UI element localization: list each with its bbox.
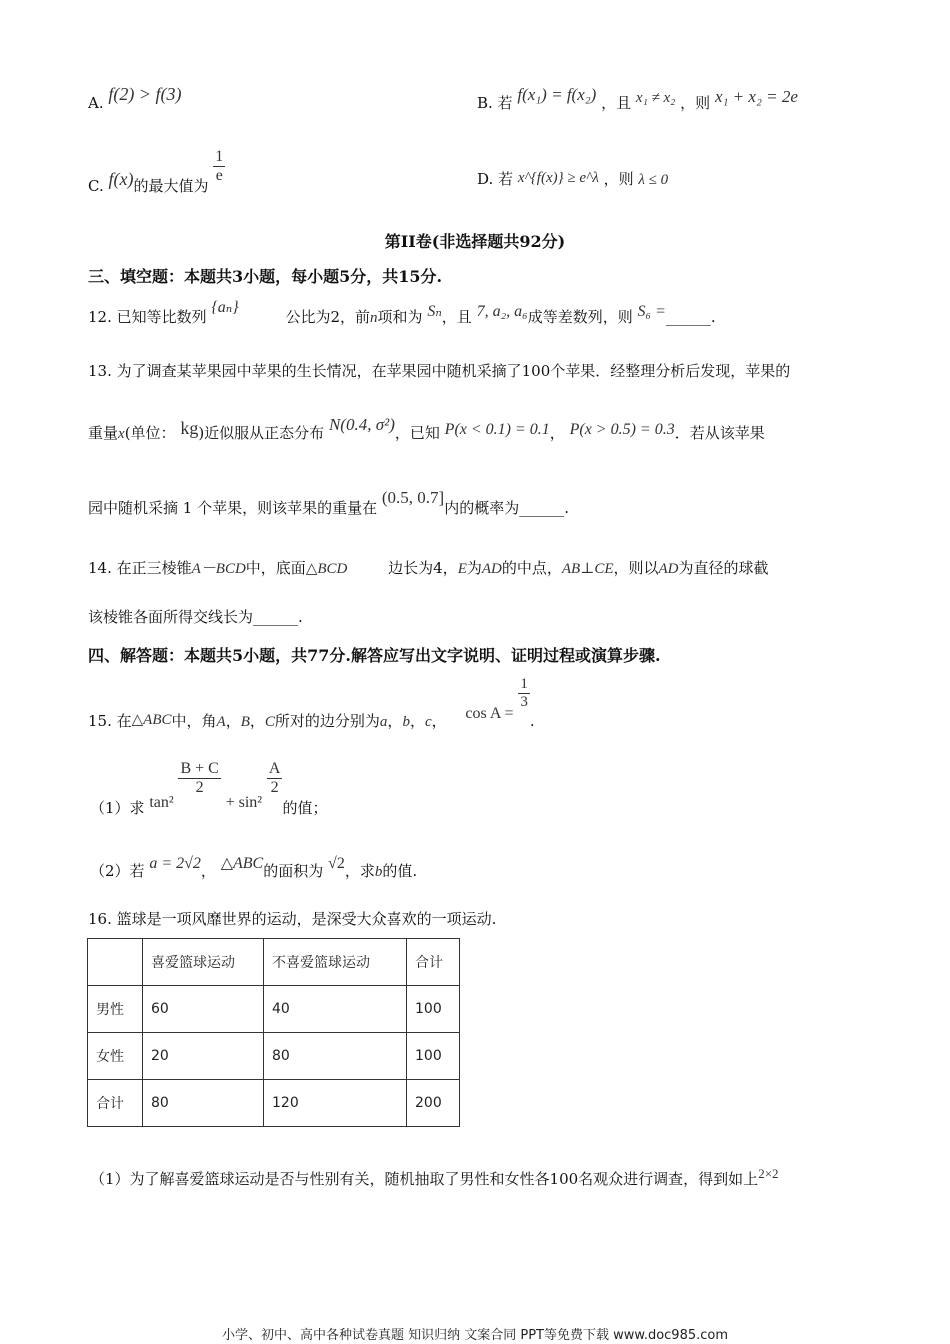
q15-p2-comma: ， <box>200 862 216 880</box>
option-c-label: C. <box>88 176 104 195</box>
table-row <box>88 986 460 1033</box>
q15-comma3: ， <box>387 711 403 730</box>
option-d <box>477 168 668 189</box>
q13-distribution: N(0.4, σ²) <box>328 415 395 434</box>
q15-p2-end2: 的值. <box>382 862 418 880</box>
q12-terms: 7, a₂, a₆ <box>476 303 528 320</box>
question-13-line1: 13. 为了调查某苹果园中苹果的生长情况，在苹果园中随机采摘了100个苹果．经整理分析后发现，苹果的 <box>88 362 791 380</box>
q12-sn: Sₙ <box>427 303 442 320</box>
question-12 <box>88 299 716 327</box>
option-b-text2: ，则 <box>680 94 711 112</box>
q12-s6: S₆ = <box>637 303 666 320</box>
table-header-row <box>88 939 460 986</box>
option-a-math: f(2) > f(3) <box>108 84 182 104</box>
q15-text-b: 中，角 <box>171 711 217 730</box>
q13-prob1: P(x < 0.1) = 0.1 <box>444 421 550 438</box>
q14-text-f: ，则以 <box>613 559 659 577</box>
q14-e: E <box>457 561 467 577</box>
q15-comma2: ， <box>249 711 265 730</box>
q13-x: x <box>118 426 125 442</box>
q15-sin: + sin² <box>225 793 263 811</box>
q15-text-c: 所对的边分别为 <box>274 711 380 730</box>
option-c-fraction <box>213 148 225 186</box>
q14-perp: AB⊥CE <box>561 561 614 577</box>
question-15-part2 <box>90 855 418 881</box>
option-c-frac-den: e <box>215 167 223 185</box>
q14-blank: ______ <box>253 608 299 626</box>
q15-p1-end: 的值； <box>282 798 328 817</box>
q15-triangle: △ABC <box>131 711 172 728</box>
q15-p2-label: （2）若 <box>90 862 145 880</box>
option-b-text: ，且 <box>601 94 632 112</box>
q15-comma1: ， <box>225 711 241 730</box>
q15-tan-num: B + C <box>178 760 220 779</box>
q15-p2-end: ，求 <box>344 862 375 880</box>
option-b <box>477 85 798 113</box>
q15-text-a: 15. 在 <box>88 711 132 730</box>
q13-end: . <box>564 499 569 517</box>
q14-text-b: 中，底面 <box>245 559 306 577</box>
q15-p2-triangle: △ABC <box>220 855 264 872</box>
q13-text-h: 内的概率为 <box>444 499 520 517</box>
option-b-math2: x₁ ≠ x₂ <box>635 90 676 106</box>
q15-p2-area: √2 <box>328 855 345 872</box>
q12-text4: 成等差数列，则 <box>527 308 633 326</box>
table-cell: 100 <box>407 1033 460 1080</box>
q15-side-b: b <box>402 713 410 730</box>
q12-n: n <box>370 310 378 326</box>
q15-side-c: c <box>424 713 432 730</box>
q14-ad2: AD <box>658 561 679 577</box>
q15-p2-b: b <box>374 864 383 880</box>
q15-cos: cos A = <box>465 704 514 722</box>
q13-interval: (0.5, 0.7] <box>381 488 445 507</box>
option-b-math1: f(x₁) = f(x₂) <box>517 85 597 104</box>
q15-side-a: a <box>379 713 388 730</box>
q15-angle-b: B <box>240 713 250 730</box>
table-cell: 80 <box>143 1080 264 1127</box>
table-row <box>88 1080 460 1127</box>
page-footer: 小学、初中、高中各种试卷真题 知识归纳 文案合同 PPT等免费下载 www.doc985.com <box>221 1328 729 1343</box>
q15-comma4: ， <box>409 711 425 730</box>
option-d-math2: λ ≤ 0 <box>638 172 669 188</box>
option-b-label: B. 若 <box>477 94 513 112</box>
option-a-label: A. <box>88 94 104 112</box>
question-16-intro: 16. 篮球是一项风靡世界的运动，是深受大众喜欢的一项运动. <box>88 910 497 928</box>
option-d-text: ，则 <box>603 170 634 188</box>
table-cell: 20 <box>143 1033 264 1080</box>
q13-text-e: ， <box>549 424 565 442</box>
q12-end: . <box>710 308 716 326</box>
q13-blank: ______ <box>519 499 565 517</box>
q12-prefix: 12. 已知等比数列 <box>88 308 207 326</box>
question-15-part1 <box>90 760 328 817</box>
basketball-table <box>87 938 460 1127</box>
table-cell: 女性 <box>88 1033 143 1080</box>
q15-tan-den: 2 <box>195 779 204 797</box>
q15-sin-den: 2 <box>270 779 279 797</box>
table-header-cell: 合计 <box>407 939 460 986</box>
q13-text-a: 重量 <box>88 424 119 442</box>
q15-cos-den: 3 <box>520 694 528 711</box>
question-14-line2 <box>88 606 303 627</box>
q15-angle-c: C <box>264 713 275 730</box>
q14-text-g: 为直径的球截 <box>678 559 769 577</box>
q15-p1-label: （1）求 <box>90 798 145 817</box>
option-d-math1: x^{f(x)} ≥ e^λ <box>517 170 599 186</box>
question-13-line3 <box>88 488 569 518</box>
question-16-part1 <box>90 1168 779 1189</box>
q15-tan-fraction <box>178 760 220 798</box>
table-cell: 200 <box>407 1080 460 1127</box>
q15-tan: tan² <box>149 793 174 811</box>
q14-text-a: 14. 在正三棱锥 <box>88 559 192 577</box>
q13-unit: kg <box>180 418 199 438</box>
table-cell: 80 <box>264 1033 407 1080</box>
part4-heading: 四、解答题：本题共5小题，共77分.解答应写出文字说明、证明过程或演算步骤. <box>88 646 661 665</box>
q15-cos-end: . <box>529 711 535 730</box>
q14-text-h: 该棱锥各面所得交线长为 <box>88 608 254 626</box>
q13-text-c: )近似服从正态分布 <box>198 424 325 442</box>
q12-blank: ______ <box>665 308 711 326</box>
table-row <box>88 1033 460 1080</box>
option-b-math3: x₁ + x₂ = 2e <box>714 87 798 106</box>
q15-sin-num: A <box>267 760 283 779</box>
question-13-line2 <box>88 415 765 443</box>
section-title: 第II卷(非选择题共92分) <box>384 232 566 251</box>
table-header-cell: 不喜爱篮球运动 <box>264 939 407 986</box>
q15-p2-a: a = 2√2 <box>149 855 201 872</box>
q16-p1-text: （1）为了解喜爱篮球运动是否与性别有关，随机抽取了男性和女性各100名观众进行调查，得到如上 <box>90 1170 759 1188</box>
table-cell: 男性 <box>88 986 143 1033</box>
option-a <box>88 84 182 113</box>
table-cell: 120 <box>264 1080 407 1127</box>
q14-pyramid: A－BCD <box>191 561 246 577</box>
q15-cos-fraction <box>518 676 530 712</box>
q12-text2: 项和为 <box>377 308 423 326</box>
q14-text-e: 的中点， <box>501 559 562 577</box>
table-cell: 40 <box>264 986 407 1033</box>
question-15-line1 <box>88 676 535 730</box>
option-c-text: 的最大值为 <box>133 176 209 195</box>
option-c-frac-num: 1 <box>213 148 225 167</box>
table-header-cell <box>88 939 143 986</box>
q15-angle-a: A <box>216 713 226 730</box>
q13-text-b: (单位： <box>124 424 176 442</box>
q15-sin-fraction <box>267 760 283 798</box>
q14-triangle: △BCD <box>305 561 348 577</box>
q13-text-f: ．若从该苹果 <box>674 424 765 442</box>
q12-text1: 公比为2，前 <box>285 308 371 326</box>
q15-p2-text: 的面积为 <box>263 862 324 880</box>
q13-text-g: 园中随机采摘 1 个苹果，则该苹果的重量在 <box>88 499 378 517</box>
q12-text3: ，且 <box>441 308 472 326</box>
q12-sequence: {aₙ} <box>211 299 239 316</box>
q14-end: . <box>298 608 303 626</box>
option-d-label: D. 若 <box>477 170 514 188</box>
table-cell: 合计 <box>88 1080 143 1127</box>
question-14-line1 <box>88 557 769 578</box>
q13-prob2: P(x > 0.5) = 0.3 <box>569 421 675 438</box>
table-header-cell: 喜爱篮球运动 <box>143 939 264 986</box>
part3-heading: 三、填空题：本题共3小题，每小题5分，共15分. <box>88 267 443 286</box>
q16-p1-math: 2×2 <box>758 1166 779 1181</box>
q15-cos-num: 1 <box>518 676 530 694</box>
q14-text-d: 为 <box>466 559 482 577</box>
q15-comma5: ， <box>431 711 447 730</box>
q13-text-d: ，已知 <box>394 424 440 442</box>
option-c-math: f(x) <box>108 168 134 189</box>
table-cell: 100 <box>407 986 460 1033</box>
q14-text-c: 边长为4， <box>388 559 458 577</box>
table-cell: 60 <box>143 986 264 1033</box>
option-c <box>88 144 225 195</box>
q14-ad: AD <box>481 561 502 577</box>
